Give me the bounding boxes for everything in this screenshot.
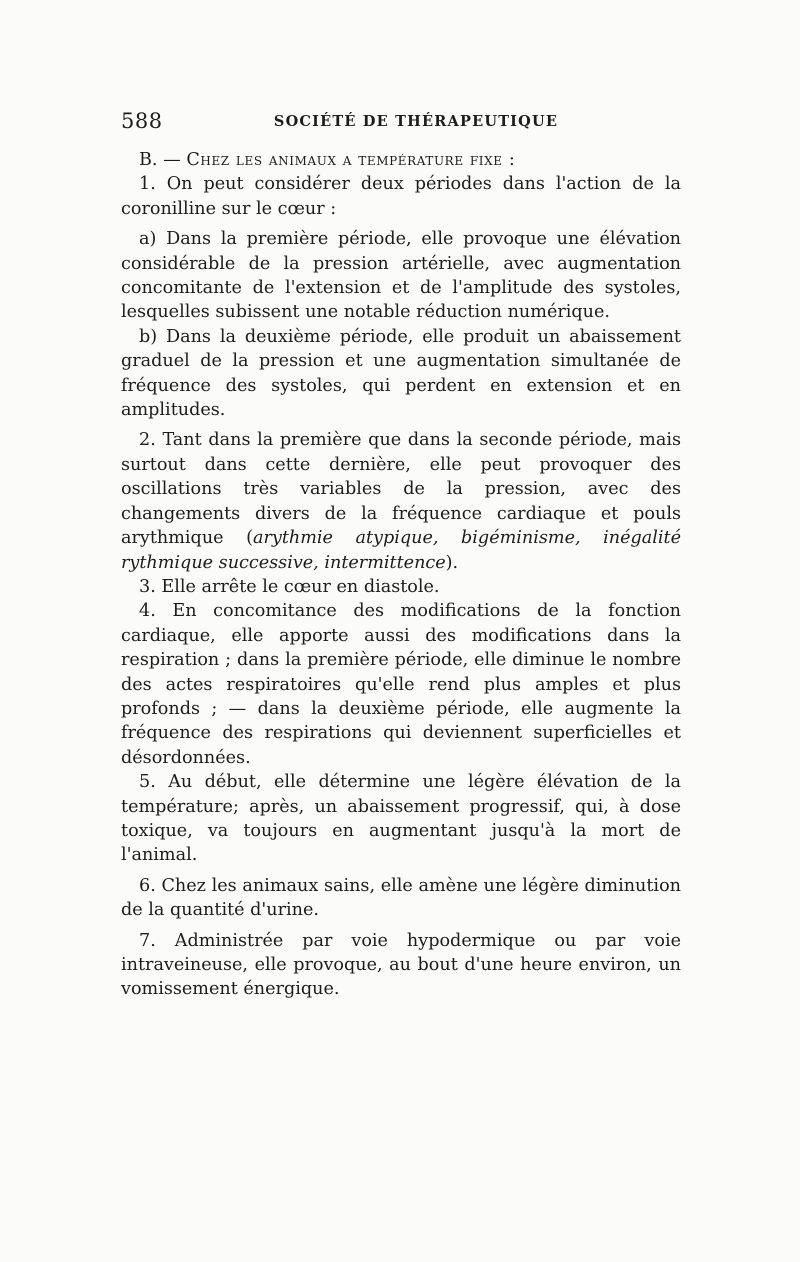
running-title: SOCIÉTÉ DE THÉRAPEUTIQUE xyxy=(273,113,559,130)
section-label: B. xyxy=(139,150,158,170)
paragraph-3: 3. Elle arrête le cœur en diastole. xyxy=(139,576,440,597)
paragraph-2-text: 2. Tant dans la première que dans la seconde période, mais surtout dans cette dernière, elle peut provoquer des oscillations très variables de la pression, avec des changements divers de la fréquence cardiaque et pouls arythmique ( xyxy=(121,430,681,549)
section-heading xyxy=(121,148,681,172)
paragraph-7: 7. Administrée par voie hypodermique ou par voie intraveineuse, elle provoque, au bout d'une heure environ, un vomissement énergique. xyxy=(121,930,681,1000)
paragraph-6: 6. Chez les animaux sains, elle amène une légère diminution de la quantité d'urine. xyxy=(121,875,681,921)
section-dash: — xyxy=(163,150,181,170)
body-text xyxy=(121,148,681,1002)
paragraph-1: 1. On peut considérer deux périodes dans l'action de la coronilline sur le cœur : xyxy=(121,174,681,219)
paragraph-2 xyxy=(121,428,681,574)
paragraph-5: 5. Au début, elle détermine une légère élévation de la température; après, un abaissement progressif, qui, à dose toxique, va toujours en augmentant jusqu'à la mort de l'animal. xyxy=(121,772,681,866)
page-number: 588 xyxy=(121,109,163,133)
paragraph-1a: a) Dans la première période, elle provoque une élévation considérable de la pression artérielle, avec augmentation concomitante de l'extension et de l'amplitude des systoles, lesquelles subissent une notable réduction numérique. xyxy=(121,229,681,323)
paragraph-2-italic: arythmie atypique, bigéminisme, inégalité rythmique successive, intermittence xyxy=(121,528,681,573)
paragraph-4: 4. En concomitance des modifications de la fonction cardiaque, elle apporte aussi des modifications dans la respiration ; dans la première période, elle diminue le nombre des actes respiratoires qu'elle rend plus amples et plus profonds ; — dans la deuxième période, elle augmente la fréquence des respirations qui deviennent superficielles et désordonnées. xyxy=(121,601,681,768)
section-title: Chez les animaux a température fixe : xyxy=(186,150,516,170)
paragraph-2-end: ). xyxy=(445,552,459,573)
page-header xyxy=(121,109,681,139)
paragraph-1b: b) Dans la deuxième période, elle produit un abaissement graduel de la pression et une augmentation simultanée de fréquence des systoles, qui perdent en extension et en amplitudes. xyxy=(121,326,681,421)
